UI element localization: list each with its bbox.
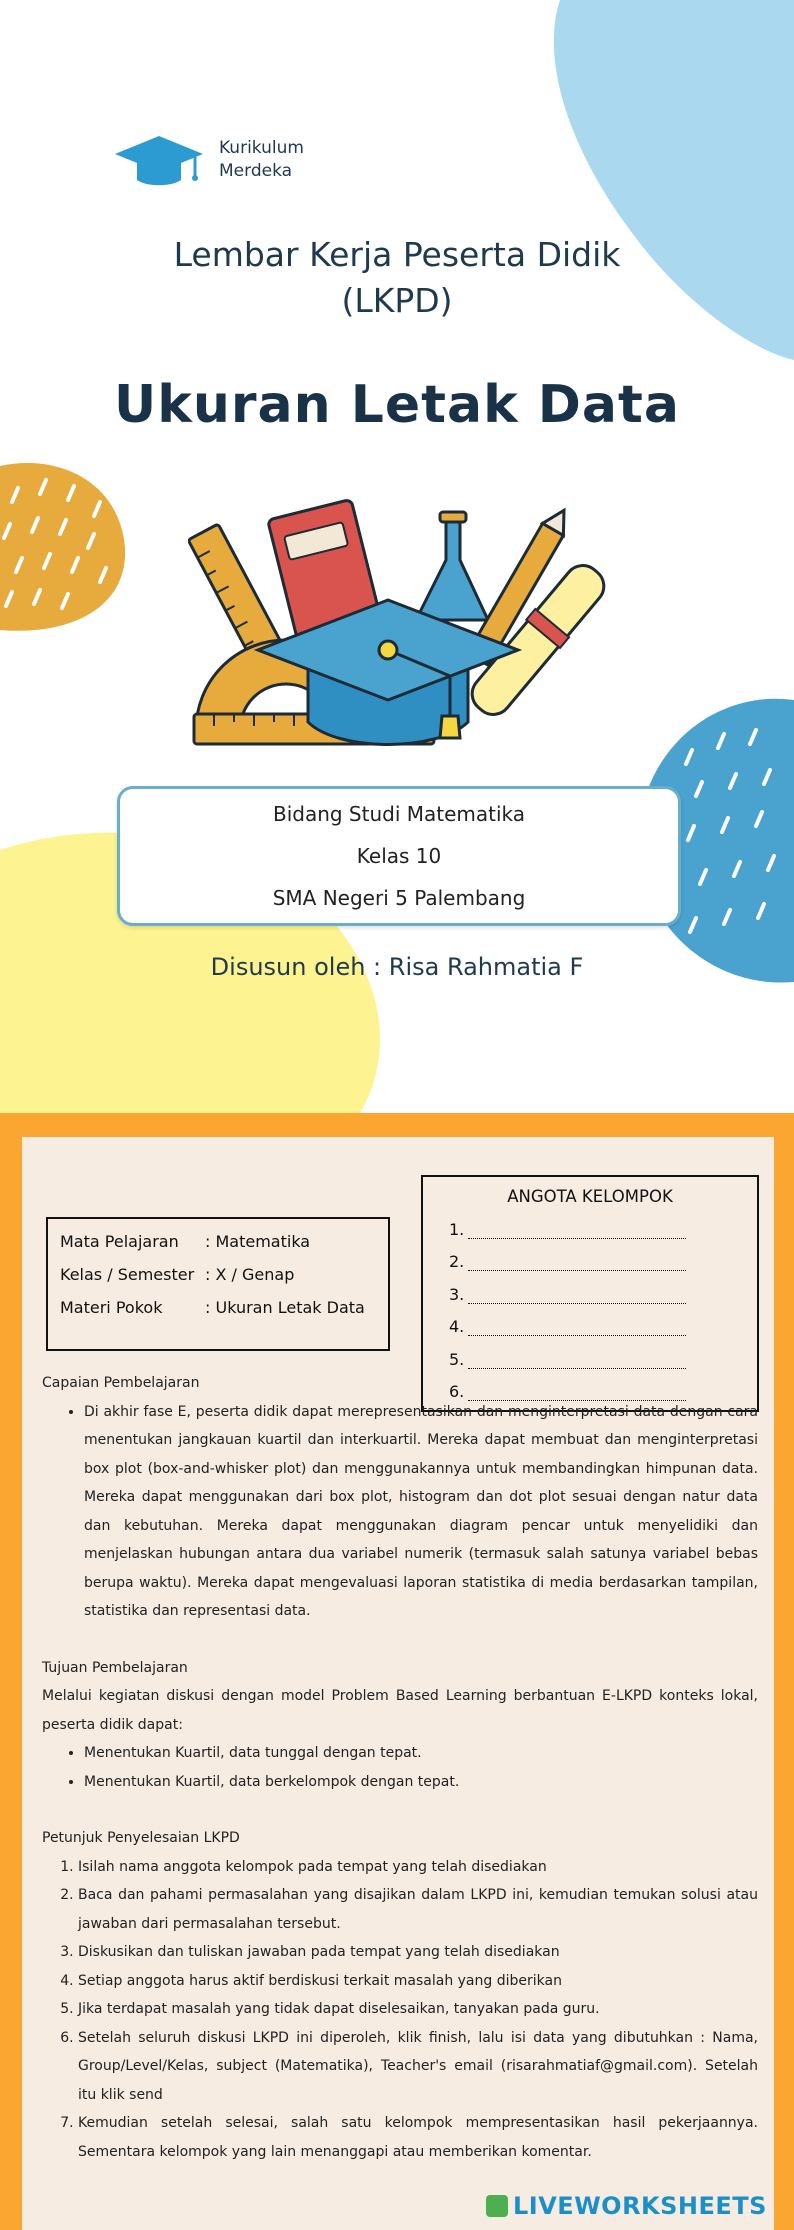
main-title: Ukuran Letak Data (114, 375, 680, 435)
member-number: 2. (449, 1252, 465, 1271)
capaian-text: • Di akhir fase E, peserta didik dapat merepresentasikan dan menginterpretasi data dengan cara menentukan jangkauan kuartil dan interkuartil. Mereka dapat membuat dan menginterpretasi box plot (box-and-whisker plot) dan menggunakannya untuk membandingkan himpunan data. Mereka dapat menggunakan dari box plot, histogram dan dot plot sesuai dengan natur data dan kebutuhan. Mereka dapat menggunakan diagram pencar untuk menyelidiki dan menjelaskan hubungan antara dua variabel numerik (termasuk salah satunya variabel bebas berupa waktu). Mereka dapat mengevaluasi laporan statistika di media berdasarkan tampilan, statistika dan representasi data. (84, 1398, 758, 1626)
petunjuk-list (42, 1853, 758, 2167)
tujuan-list (42, 1739, 758, 1796)
cover-info-box (117, 786, 681, 926)
worksheet-page (0, 1113, 794, 2230)
logo-line-1: Kurikulum (219, 138, 304, 158)
meta-label: Materi Pokok (60, 1298, 163, 1317)
logo-line-2: Merdeka (219, 161, 293, 181)
cover-page (0, 0, 794, 1113)
group-member-slot[interactable] (423, 1336, 757, 1369)
member-name-line[interactable] (468, 1220, 686, 1239)
school-line: SMA Negeri 5 Palembang (272, 886, 526, 910)
liveworksheets-logo-icon (486, 2195, 508, 2217)
subject-meta-box (46, 1217, 390, 1351)
watermark-text: LIVEWORKSHEETS (513, 2192, 767, 2220)
capaian-title: Capaian Pembelajaran (42, 1375, 200, 1391)
meta-row (60, 1225, 388, 1258)
member-name-line[interactable] (468, 1252, 686, 1271)
education-illustration (188, 490, 608, 760)
tujuan-item: • Menentukan Kuartil, data berkelompok dengan tepat. (84, 1768, 758, 1797)
liveworksheets-watermark (486, 2192, 767, 2220)
member-number: 5. (449, 1349, 465, 1369)
lkpd-title (0, 232, 794, 324)
petunjuk-item: 2. Baca dan pahami permasalahan yang disajikan dalam LKPD ini, kemudian temukan solusi atau jawaban dari permasalahan tersebut. (78, 1881, 758, 1938)
petunjuk-item: 1. Isilah nama anggota kelompok pada tempat yang telah disediakan (78, 1853, 758, 1882)
group-members-title: ANGOTA KELOMPOK (507, 1187, 673, 1206)
meta-label: Mata Pelajaran (60, 1232, 179, 1251)
meta-row (60, 1258, 388, 1291)
author-line: Disusun oleh : Risa Rahmatia F (210, 953, 584, 981)
graduation-cap-icon (113, 132, 205, 188)
group-member-slot[interactable] (423, 1304, 757, 1337)
group-member-slot[interactable] (423, 1239, 757, 1272)
petunjuk-item: 6. Setelah seluruh diskusi LKPD ini diperoleh, klik finish, lalu isi data yang dibutuhkan : Nama, Group/Level/Kelas, subject (Matematika), Teacher's email (risarahmatiaf@gmail.com). Setelah itu klik send (78, 2024, 758, 2110)
member-number: 4. (449, 1317, 465, 1336)
group-member-slot[interactable] (423, 1206, 757, 1239)
meta-label: Kelas / Semester (60, 1265, 195, 1284)
class-line: Kelas 10 (356, 844, 442, 868)
group-member-slot[interactable] (423, 1271, 757, 1304)
worksheet-body (42, 1369, 758, 2166)
kurikulum-merdeka-logo (113, 132, 304, 188)
tujuan-item: • Menentukan Kuartil, data tunggal dengan tepat. (84, 1739, 758, 1768)
petunjuk-item: 3. Diskusikan dan tuliskan jawaban pada tempat yang telah disediakan (78, 1938, 758, 1967)
member-number: 1. (449, 1219, 465, 1239)
petunjuk-title: Petunjuk Penyelesaian LKPD (42, 1830, 240, 1846)
meta-value: : X / Genap (205, 1265, 295, 1284)
tujuan-title: Tujuan Pembelajaran (42, 1659, 188, 1676)
capaian-list (42, 1398, 758, 1626)
meta-value: : Matematika (205, 1232, 311, 1251)
subject-line: Bidang Studi Matematika (272, 802, 526, 826)
petunjuk-item: 5. Jika terdapat masalah yang tidak dapat diselesaikan, tanyakan pada guru. (78, 1995, 758, 2024)
member-number: 3. (449, 1284, 465, 1304)
lkpd-title-line-1: Lembar Kerja Peserta Didik (173, 235, 621, 274)
meta-row (60, 1291, 388, 1324)
tujuan-intro: Melalui kegiatan diskusi dengan model Problem Based Learning berbantuan E-LKPD konteks lokal, peserta didik dapat: (42, 1688, 758, 1733)
meta-value: : Ukuran Letak Data (205, 1298, 365, 1317)
member-number: 6. (449, 1382, 465, 1401)
member-name-line[interactable] (468, 1350, 686, 1369)
lkpd-title-line-2: (LKPD) (341, 281, 453, 320)
member-name-line[interactable] (468, 1317, 686, 1336)
petunjuk-item: 4. Setiap anggota harus aktif berdiskusi terkait masalah yang diberikan (78, 1967, 758, 1996)
petunjuk-item: 7. Kemudian setelah selesai, salah satu kelompok mempresentasikan hasil pekerjaannya. Sementara kelompok yang lain menanggapi atau memberikan komentar. (78, 2109, 758, 2166)
blob-mustard-left (0, 458, 128, 638)
worksheet-sheet (22, 1137, 774, 2230)
member-name-line[interactable] (468, 1285, 686, 1304)
